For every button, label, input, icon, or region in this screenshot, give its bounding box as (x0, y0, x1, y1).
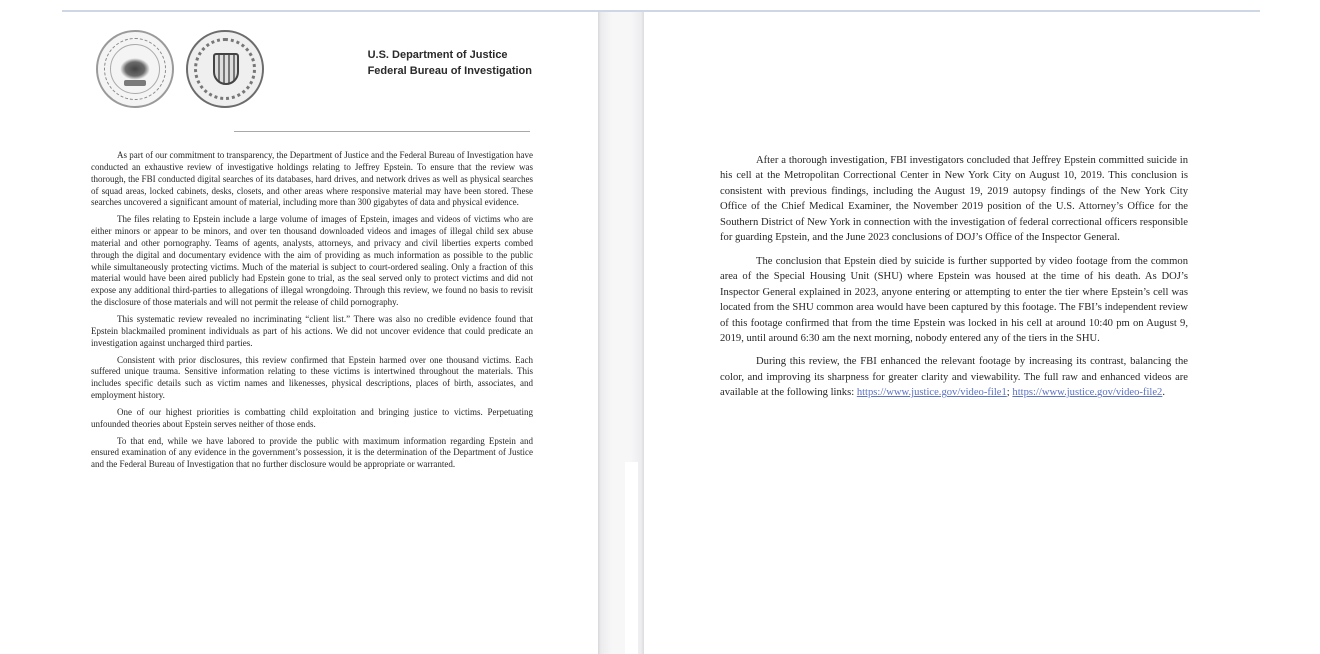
paragraph: After a thorough investigation, FBI investigators concluded that Jeffrey Epstein committed suicide in his cell at the Metropolitan Correctional Center in New York City on August 10, 2019. This conclusion is consistent with previous findings, including the August 19, 2019 autopsy findings of the New York City Office of the Chief Medical Examiner, the November 2019 position of the U.S. Attorney’s Office for the Southern District of New York in connection with the investigation of federal correctional officers responsible for guarding Epstein, and the June 2023 conclusions of DOJ’s Office of the Inspector General. (720, 155, 1188, 244)
paragraph: To that end, while we have labored to provide the public with maximum information regarding Epstein and ensured examination of any evidence in the government’s possession, it is the determination of the Department of Justice and the Federal Bureau of Investigation that no further disclosure would be appropriate or warranted. (91, 435, 533, 470)
eagle-emblem (120, 58, 150, 80)
right-page-body (720, 153, 1188, 409)
left-page-body (91, 150, 533, 476)
left-page (62, 12, 598, 654)
paragraph-links (720, 354, 1188, 400)
paragraph: The conclusion that Epstein died by suicide is further supported by video footage from the common area of the Special Housing Unit (SHU) where Epstein was housed at the time of his death. As DOJ’s Inspector General explained in 2023, anyone entering or attempting to enter the tier where Epstein’s cell was located from the SHU common area would have been captured by this footage. The FBI’s independent review of this footage confirmed that from the time Epstein was locked in his cell at around 10:40 pm on August 9, 2019, until around 6:30 am the next morning, nobody entered any of the tiers in the SHU. (720, 255, 1188, 344)
agency-header (368, 47, 532, 79)
paragraph: As part of our commitment to transparency, the Department of Justice and the Federal Bureau of Investigation have conducted an exhaustive review of investigative holdings relating to Jeffrey Epstein. To ensure that the review was thorough, the FBI conducted digital searches of its databases, hard drives, and network drives as well as physical searches of squad areas, locked cabinets, desks, closets, and other areas where responsive material may have been stored. These searches uncovered a significant amount of material, including more than 300 gigabytes of data and physical evidence. (91, 150, 533, 208)
gutter-notch (625, 462, 638, 654)
right-page (644, 12, 1260, 654)
link-separator: ; (1006, 387, 1010, 399)
header-rule (234, 131, 530, 132)
doj-seal-icon (96, 30, 174, 108)
paragraph-text: During this review, the FBI enhanced the relevant footage by increasing its contrast, balancing the color, and improving its sharpness for greater clarity and viewability. The full raw and enhanced videos are available at the following links: (720, 356, 1188, 399)
agency-name-doj: U.S. Department of Justice (367, 49, 508, 61)
video-file2-link[interactable]: https://www.justice.gov/video-file2 (1012, 387, 1163, 399)
paragraph-end: . (1162, 387, 1166, 399)
paragraph: Consistent with prior disclosures, this review confirmed that Epstein harmed over one thousand victims. Each suffered unique trauma. Sensitive information relating to these victims is intertwined throughout the materials. This includes specific details such as victim names and likenesses, physical descriptions, places of birth, associates, and employment history. (91, 354, 533, 401)
video-file1-link[interactable]: https://www.justice.gov/video-file1 (856, 387, 1007, 399)
shield-emblem (213, 53, 239, 85)
paragraph: This systematic review revealed no incriminating “client list.” There was also no credible evidence found that Epstein blackmailed prominent individuals as part of his actions. We did not uncover evidence that could predicate an investigation against uncharged third parties. (91, 313, 533, 348)
fbi-seal-icon (186, 30, 264, 108)
agency-name-fbi: Federal Bureau of Investigation (367, 65, 532, 77)
seal-base (124, 80, 146, 86)
paragraph: One of our highest priorities is combatting child exploitation and bringing justice to victims. Perpetuating unfounded theories about Epstein serves neither of those ends. (91, 406, 533, 429)
paragraph: The files relating to Epstein include a large volume of images of Epstein, images and videos of victims who are either minors or appear to be minors, and over ten thousand downloaded videos and images of illegal child sex abuse material and other pornography. Teams of agents, analysts, attorneys, and privacy and civil liberties experts combed through the digital and documentary evidence with the aim of providing as much information as possible to the public while simultaneously protecting victims. Much of the material is subject to court-ordered sealing. Only a fraction of this material would have been aired publicly had Epstein gone to trial, as the seal served only to protect victims and did not expose any additional third-parties to allegations of illegal wrongdoing. Through this review, we found no basis to revisit the disclosure of those materials and will not permit the release of child pornography. (91, 214, 533, 308)
